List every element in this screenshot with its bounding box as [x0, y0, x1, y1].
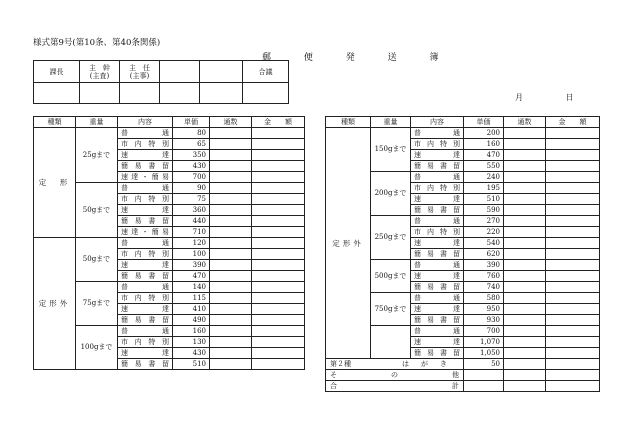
price-cell: 240 [464, 172, 504, 183]
weight-cell: 25gまで [76, 128, 118, 183]
price-cell: 470 [173, 271, 210, 282]
amount-input-cell[interactable] [546, 172, 600, 183]
count-input-cell[interactable] [504, 150, 546, 161]
count-input-cell[interactable] [210, 128, 252, 139]
count-input-cell[interactable] [504, 249, 546, 260]
count-input-cell[interactable] [210, 194, 252, 205]
amount-input-cell[interactable] [252, 139, 305, 150]
content-cell: 速達 [118, 150, 173, 161]
amount-input-cell[interactable] [546, 326, 600, 337]
content-cell: 市内特別 [411, 183, 464, 194]
weight-cell: 250gまで [371, 216, 411, 260]
amount-input-cell[interactable] [546, 304, 600, 315]
price-cell: 580 [464, 293, 504, 304]
table-row [34, 128, 305, 139]
count-input-cell[interactable] [504, 260, 546, 271]
stamp-label-blank2 [200, 61, 243, 83]
amount-input-cell[interactable] [252, 172, 305, 183]
column-header: 内容 [118, 117, 173, 128]
content-cell: 普通 [118, 326, 173, 337]
price-cell: 710 [173, 227, 210, 238]
month-label: 月 [515, 93, 523, 102]
count-input-cell[interactable] [504, 139, 546, 150]
column-header: 重量 [371, 117, 411, 128]
amount-input-cell[interactable] [546, 293, 600, 304]
column-header: 通数 [504, 117, 546, 128]
approval-stamp-box [33, 60, 289, 104]
price-cell: 410 [173, 304, 210, 315]
price-cell: 510 [464, 194, 504, 205]
price-cell: 360 [173, 205, 210, 216]
count-input-cell[interactable] [210, 359, 252, 370]
stamp-cell[interactable] [200, 83, 243, 104]
footer-row [326, 381, 600, 392]
table-row [34, 238, 305, 249]
price-cell: 75 [173, 194, 210, 205]
amount-input-cell[interactable] [252, 150, 305, 161]
count-input-cell[interactable] [210, 348, 252, 359]
count-input-cell[interactable] [504, 183, 546, 194]
amount-input-cell[interactable] [546, 260, 600, 271]
amount-input-cell[interactable] [546, 216, 600, 227]
weight-cell: 200gまで [371, 172, 411, 216]
column-header: 種類 [34, 117, 76, 128]
count-input-cell[interactable] [210, 282, 252, 293]
stamp-cell[interactable] [120, 83, 160, 104]
postage-table-left [33, 116, 305, 370]
price-cell: 195 [464, 183, 504, 194]
content-cell: 速達 [411, 194, 464, 205]
amount-input-cell[interactable] [546, 139, 600, 150]
count-input-cell[interactable] [504, 359, 546, 370]
content-cell: 普通 [411, 172, 464, 183]
count-input-cell[interactable] [504, 381, 546, 392]
stamp-label-shunin: 主 任 (主事) [120, 61, 160, 83]
price-cell: 130 [173, 337, 210, 348]
stamp-cell[interactable] [160, 83, 200, 104]
footer-label-mid: の [391, 370, 398, 379]
footer-label-left: 第２種 [330, 359, 351, 368]
weight-cell: 750gまで [371, 293, 411, 326]
count-input-cell[interactable] [210, 326, 252, 337]
content-cell: 簡易書留 [411, 205, 464, 216]
content-cell: 速達 [118, 260, 173, 271]
footer-label-cell [326, 381, 464, 392]
count-input-cell[interactable] [504, 238, 546, 249]
content-cell: 速達・簡易 [118, 172, 173, 183]
count-input-cell[interactable] [504, 337, 546, 348]
price-cell: 100 [173, 249, 210, 260]
price-cell: 510 [173, 359, 210, 370]
content-cell: 簡易書留 [118, 359, 173, 370]
content-cell: 速達 [118, 304, 173, 315]
page-title: 郵 便 発 送 簿 [262, 53, 454, 63]
count-input-cell[interactable] [210, 150, 252, 161]
footer-label-cell [326, 370, 464, 381]
footer-label-left: そ [330, 370, 337, 379]
price-cell: 50 [464, 359, 504, 370]
price-cell: 1,050 [464, 348, 504, 359]
content-cell: 速達 [411, 304, 464, 315]
price-cell: 930 [464, 315, 504, 326]
count-input-cell[interactable] [504, 304, 546, 315]
column-header: 単価 [464, 117, 504, 128]
stamp-label-gogi: 合議 [243, 61, 289, 83]
price-cell: 700 [464, 326, 504, 337]
price-cell: 140 [173, 282, 210, 293]
table-row [326, 128, 600, 139]
price-cell: 950 [464, 304, 504, 315]
price-cell: 540 [464, 238, 504, 249]
content-cell: 速達 [411, 150, 464, 161]
amount-input-cell[interactable] [546, 205, 600, 216]
price-cell: 620 [464, 249, 504, 260]
content-cell: 速達 [411, 238, 464, 249]
price-cell: 550 [464, 161, 504, 172]
amount-input-cell[interactable] [252, 260, 305, 271]
count-input-cell[interactable] [504, 161, 546, 172]
price-cell: 160 [464, 139, 504, 150]
price-cell: 80 [173, 128, 210, 139]
header-row [34, 117, 305, 128]
count-input-cell[interactable] [210, 249, 252, 260]
amount-input-cell[interactable] [252, 227, 305, 238]
price-cell: 160 [173, 326, 210, 337]
stamp-cell[interactable] [34, 83, 80, 104]
content-cell: 簡易書留 [118, 216, 173, 227]
footer-label-left: 合 [330, 381, 337, 390]
count-input-cell[interactable] [210, 337, 252, 348]
price-cell: 1,070 [464, 337, 504, 348]
content-cell: 速達 [118, 348, 173, 359]
amount-input-cell[interactable] [252, 205, 305, 216]
footer-row [326, 370, 600, 381]
count-input-cell[interactable] [210, 260, 252, 271]
amount-input-cell[interactable] [252, 194, 305, 205]
price-cell: 65 [173, 139, 210, 150]
stamp-label-kacho: 課長 [34, 61, 80, 83]
count-input-cell[interactable] [504, 271, 546, 282]
count-input-cell[interactable] [210, 271, 252, 282]
column-header: 内容 [411, 117, 464, 128]
content-cell: 簡易書留 [411, 161, 464, 172]
content-cell: 普通 [118, 128, 173, 139]
content-cell: 速達・簡易 [118, 227, 173, 238]
content-cell: 簡易書留 [411, 282, 464, 293]
amount-input-cell[interactable] [546, 370, 600, 381]
day-label: 日 [565, 93, 574, 102]
price-cell: 390 [464, 260, 504, 271]
content-cell: 市内特別 [118, 249, 173, 260]
count-input-cell[interactable] [504, 315, 546, 326]
amount-input-cell[interactable] [546, 315, 600, 326]
price-cell: 200 [464, 128, 504, 139]
price-cell: 390 [173, 260, 210, 271]
count-input-cell[interactable] [504, 348, 546, 359]
count-input-cell[interactable] [210, 161, 252, 172]
header-row [326, 117, 600, 128]
amount-input-cell[interactable] [252, 128, 305, 139]
footer-label-right: はがき [402, 359, 459, 368]
count-input-cell[interactable] [504, 172, 546, 183]
amount-input-cell[interactable] [546, 238, 600, 249]
count-input-cell[interactable] [504, 293, 546, 304]
amount-input-cell[interactable] [252, 271, 305, 282]
content-cell: 速達 [411, 271, 464, 282]
count-input-cell[interactable] [210, 172, 252, 183]
content-cell: 普通 [411, 216, 464, 227]
count-input-cell[interactable] [504, 370, 546, 381]
content-cell: 簡易書留 [118, 271, 173, 282]
price-cell: 740 [464, 282, 504, 293]
column-header: 重量 [76, 117, 118, 128]
amount-input-cell[interactable] [252, 238, 305, 249]
stamp-cell[interactable] [243, 83, 289, 104]
price-cell: 115 [173, 293, 210, 304]
postage-table-right [325, 116, 600, 392]
stamp-cell[interactable] [80, 83, 120, 104]
form-number: 様式第9号(第10条、第40条関係) [33, 38, 161, 48]
content-cell: 簡易書留 [411, 315, 464, 326]
count-input-cell[interactable] [210, 227, 252, 238]
amount-input-cell[interactable] [546, 348, 600, 359]
content-cell: 市内特別 [118, 194, 173, 205]
kind-cell: 定形外 [326, 128, 371, 359]
count-input-cell[interactable] [210, 205, 252, 216]
amount-input-cell[interactable] [252, 348, 305, 359]
count-input-cell[interactable] [504, 326, 546, 337]
amount-input-cell[interactable] [546, 194, 600, 205]
content-cell: 簡易書留 [118, 315, 173, 326]
footer-label-right: 計 [452, 381, 459, 390]
count-input-cell[interactable] [210, 183, 252, 194]
price-cell: 440 [173, 216, 210, 227]
price-cell: 590 [464, 205, 504, 216]
count-input-cell[interactable] [210, 139, 252, 150]
price-cell: 430 [173, 348, 210, 359]
content-cell: 普通 [411, 293, 464, 304]
count-input-cell[interactable] [210, 315, 252, 326]
column-header: 金 額 [546, 117, 600, 128]
content-cell: 普通 [118, 282, 173, 293]
amount-input-cell[interactable] [252, 359, 305, 370]
amount-input-cell[interactable] [252, 337, 305, 348]
content-cell: 簡易書留 [411, 348, 464, 359]
column-header: 種類 [326, 117, 371, 128]
content-cell: 市内特別 [411, 227, 464, 238]
weight-cell: 50gまで [76, 238, 118, 282]
content-cell: 普通 [118, 183, 173, 194]
content-cell: 市内特別 [411, 139, 464, 150]
weight-cell: 150gまで [371, 128, 411, 172]
amount-input-cell[interactable] [546, 271, 600, 282]
content-cell: 速達 [118, 205, 173, 216]
amount-input-cell[interactable] [252, 282, 305, 293]
price-cell: 90 [173, 183, 210, 194]
amount-input-cell[interactable] [546, 150, 600, 161]
price-cell [464, 370, 504, 381]
content-cell: 普通 [118, 238, 173, 249]
count-input-cell[interactable] [504, 205, 546, 216]
count-input-cell[interactable] [504, 282, 546, 293]
price-cell: 470 [464, 150, 504, 161]
footer-label-cell [326, 359, 464, 370]
amount-input-cell[interactable] [252, 293, 305, 304]
price-cell [464, 381, 504, 392]
amount-input-cell[interactable] [252, 326, 305, 337]
stamp-label-shukan: 主 幹 (主査) [80, 61, 120, 83]
count-input-cell[interactable] [504, 227, 546, 238]
weight-cell [371, 326, 411, 359]
count-input-cell[interactable] [210, 293, 252, 304]
price-cell: 270 [464, 216, 504, 227]
content-cell: 普通 [411, 326, 464, 337]
count-input-cell[interactable] [504, 128, 546, 139]
amount-input-cell[interactable] [546, 381, 600, 392]
weight-cell: 50gまで [76, 183, 118, 238]
price-cell: 700 [173, 172, 210, 183]
amount-input-cell[interactable] [252, 216, 305, 227]
price-cell: 220 [464, 227, 504, 238]
amount-input-cell[interactable] [252, 183, 305, 194]
amount-input-cell[interactable] [546, 128, 600, 139]
footer-label-right: 他 [452, 370, 459, 379]
price-cell: 760 [464, 271, 504, 282]
amount-input-cell[interactable] [252, 249, 305, 260]
amount-input-cell[interactable] [546, 227, 600, 238]
footer-row [326, 359, 600, 370]
content-cell: 市内特別 [118, 139, 173, 150]
amount-input-cell[interactable] [546, 161, 600, 172]
weight-cell: 500gまで [371, 260, 411, 293]
weight-cell: 75gまで [76, 282, 118, 326]
amount-input-cell[interactable] [252, 315, 305, 326]
content-cell: 普通 [411, 128, 464, 139]
amount-input-cell[interactable] [546, 359, 600, 370]
content-cell: 速達 [411, 337, 464, 348]
price-cell: 430 [173, 161, 210, 172]
stamp-label-blank [160, 61, 200, 83]
content-cell: 普通 [411, 260, 464, 271]
price-cell: 120 [173, 238, 210, 249]
count-input-cell[interactable] [210, 304, 252, 315]
weight-cell: 100gまで [76, 326, 118, 370]
content-cell: 簡易書留 [118, 161, 173, 172]
count-input-cell[interactable] [210, 216, 252, 227]
amount-input-cell[interactable] [252, 161, 305, 172]
price-cell: 490 [173, 315, 210, 326]
amount-input-cell[interactable] [252, 304, 305, 315]
content-cell: 簡易書留 [411, 249, 464, 260]
content-cell: 市内特別 [118, 337, 173, 348]
count-input-cell[interactable] [504, 194, 546, 205]
content-cell: 市内特別 [118, 293, 173, 304]
kind-cell: 定 形 [34, 128, 76, 238]
amount-input-cell[interactable] [546, 249, 600, 260]
price-cell: 350 [173, 150, 210, 161]
amount-input-cell[interactable] [546, 337, 600, 348]
count-input-cell[interactable] [210, 238, 252, 249]
date-field[interactable] [515, 92, 574, 103]
kind-cell: 定形外 [34, 238, 76, 370]
amount-input-cell[interactable] [546, 183, 600, 194]
column-header: 通数 [210, 117, 252, 128]
amount-input-cell[interactable] [546, 282, 600, 293]
column-header: 金 額 [252, 117, 305, 128]
column-header: 単価 [173, 117, 210, 128]
count-input-cell[interactable] [504, 216, 546, 227]
